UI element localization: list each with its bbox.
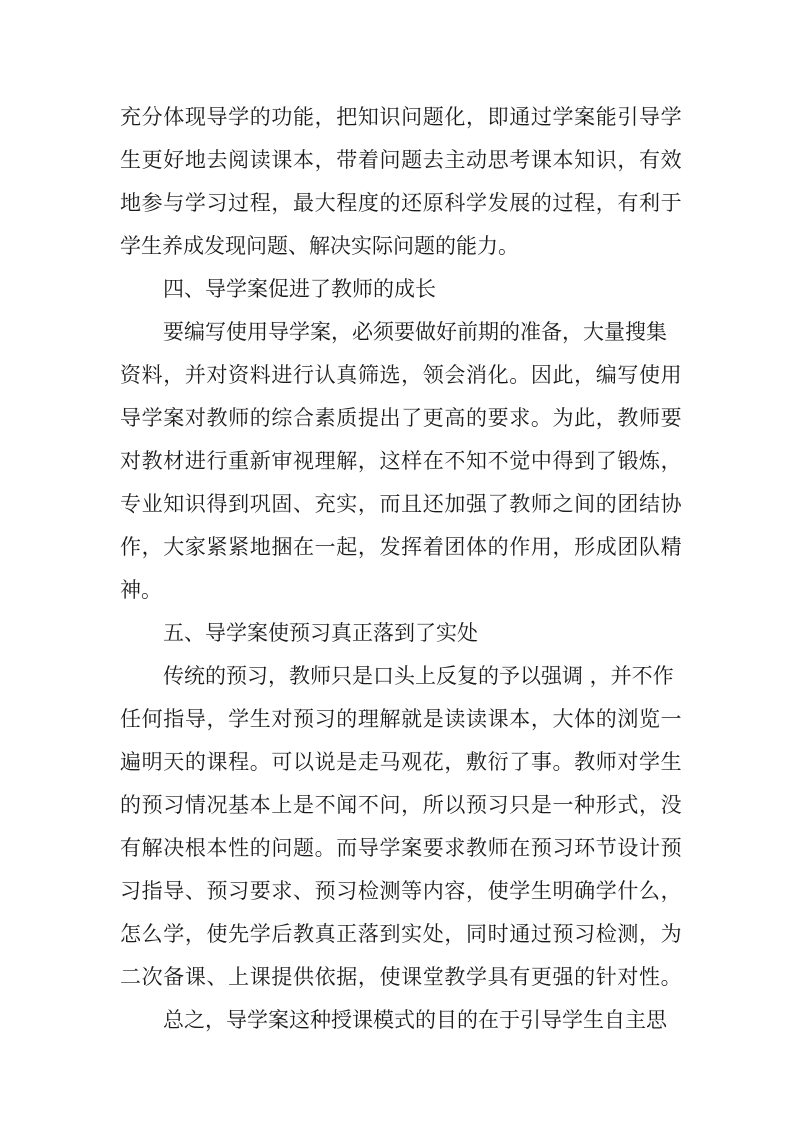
paragraph-line: 导 学 案 对 教 师 的 综 合 素 质 提 出 了 更 高 的 要 求 。 为 此 ， 教 师 要 [120,406,682,430]
paragraph-line: 习 指 导 、 预 习 要 求 、 预 习 检 测 等 内 容 ， 使 学 生 明 确 学 什 么 ， [120,879,682,903]
paragraph-line: 神。 [120,578,162,602]
paragraph-line: 有 解 决 根 本 性 的 问 题 。 而 导 学 案 要 求 教 师 在 预 习 环 节 设 计 预 [120,836,682,860]
paragraph-line: 怎 么 学 ， 使 先 学 后 教 真 正 落 到 实 处 ， 同 时 通 过 预 习 检 测 ， 为 [120,922,682,946]
paragraph-first-line: 总之，导学案这种授课模式的目的在于引导学生自主思 [163,1008,667,1032]
paragraph-line: 生 更 好 地 去 阅 读 课 本 ， 带 着 问 题 去 主 动 思 考 课 本 知 识 ， 有 效 [120,148,682,172]
paragraph-first-line: 传统的预习，教师只是口头上反复的予以强调 ，并不作 [163,664,674,688]
paragraph-line: 学生养成发现问题、解决实际问题的能力。 [120,234,519,258]
paragraph-line: 充 分 体 现 导 学 的 功 能 ， 把 知 识 问 题 化 ， 即 通 过 学 案 能 引 导 学 [120,105,682,129]
paragraph-first-line: 要编写使用导学案，必须要做好前期的准备，大量搜集 [163,320,667,344]
paragraph-line: 对 教 材 进 行 重 新 审 视 理 解 ， 这 样 在 不 知 不 觉 中 得 到 了 锻 炼 ， [120,449,682,473]
paragraph-line: 二 次 备 课 、 上 课 提 供 依 据 ， 使 课 堂 教 学 具 有 更 强 的 针 对 性 。 [120,965,682,989]
paragraph-line: 遍 明 天 的 课 程 。 可 以 说 是 走 马 观 花 ， 敷 衍 了 事 。 教 师 对 学 生 [120,750,682,774]
paragraph-line: 专 业 知 识 得 到 巩 固 、 充 实 ， 而 且 还 加 强 了 教 师 之 间 的 团 结 协 [120,492,682,516]
paragraph-line: 资 料 ， 并 对 资 料 进 行 认 真 筛 选 ， 领 会 消 化 。 因 此 ， 编 写 使 用 [120,363,682,387]
section-heading: 五、导学案使预习真正落到了实处 [163,621,478,645]
paragraph-line: 地 参 与 学 习 过 程 ， 最 大 程 度 的 还 原 科 学 发 展 的 过 程 ， 有 利 于 [120,191,682,215]
paragraph-line: 任 何 指 导 ， 学 生 对 预 习 的 理 解 就 是 读 读 课 本 ， 大 体 的 浏 览 一 [120,707,682,731]
section-heading: 四、导学案促进了教师的成长 [163,277,436,301]
paragraph-line: 的 预 习 情 况 基 本 上 是 不 闻 不 问 ， 所 以 预 习 只 是 一 种 形 式 ， 没 [120,793,682,817]
paragraph-line: 作 ， 大 家 紧 紧 地 捆 在 一 起 ， 发 挥 着 团 体 的 作 用 ， 形 成 团 队 精 [120,535,682,559]
